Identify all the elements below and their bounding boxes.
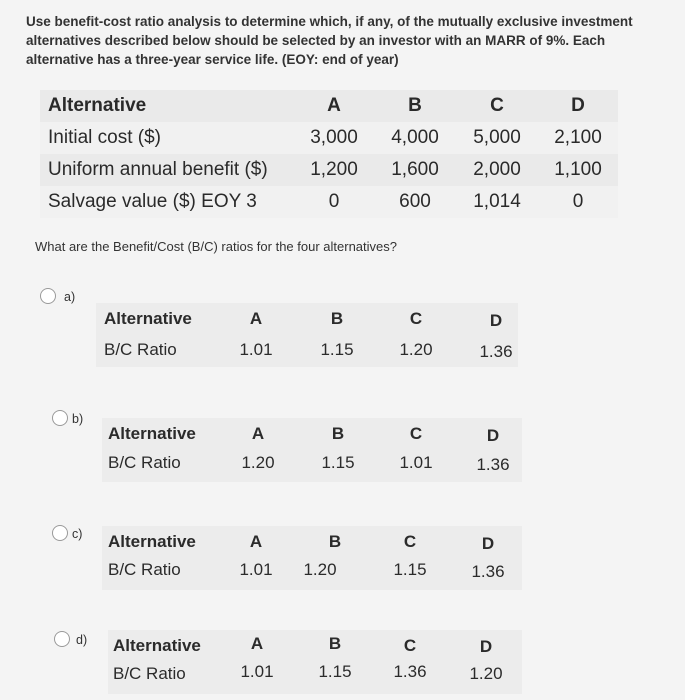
table-cell: 1,100 (538, 154, 618, 186)
table-row (40, 186, 618, 218)
option-d-header-cell: Alternative (113, 636, 201, 655)
option-a-radio[interactable] (40, 288, 56, 304)
option-b-cell: 1.01 (399, 453, 433, 472)
question-line-1: Use benefit-cost ratio analysis to determine which, if any, of the mutually exclusive investment (26, 14, 633, 29)
option-a-header-cell: Alternative (104, 309, 192, 328)
table-cell: 0 (294, 186, 374, 218)
option-b-header-cell: Alternative (108, 424, 196, 443)
option-a-header-cell: C (409, 309, 423, 328)
option-b-cell: 1.36 (476, 455, 510, 474)
question-text (26, 12, 666, 69)
option-a-header-cell: D (489, 311, 503, 330)
option-a-cell: 1.36 (479, 342, 513, 361)
table-cell: Initial cost ($) (40, 122, 294, 154)
option-b-header-cell: D (486, 426, 500, 445)
option-a-cell: 1.20 (399, 340, 433, 359)
option-b-header-cell: B (331, 424, 345, 443)
table-cell: 5,000 (456, 122, 538, 154)
option-d-header-cell: C (403, 636, 417, 655)
table-row (40, 122, 618, 154)
option-d-header-cell: D (479, 637, 493, 656)
option-b-cell: 1.20 (241, 453, 275, 472)
option-d-cell: 1.15 (318, 662, 352, 681)
table-header-cell: B (374, 90, 456, 122)
table-cell: 1,200 (294, 154, 374, 186)
question-line-2: alternatives described below should be selected by an investor with an MARR of 9%. Each (26, 33, 606, 48)
option-b-cell: 1.15 (321, 453, 355, 472)
option-a-cell: 1.15 (320, 340, 354, 359)
option-c-label: c) (72, 527, 83, 541)
option-c-cell: 1.36 (471, 562, 505, 581)
option-a-header-cell: B (330, 309, 344, 328)
option-c-header-cell: C (403, 532, 417, 551)
option-b-radio[interactable] (52, 410, 68, 426)
option-d-header-cell: A (250, 634, 264, 653)
option-a-cell: B/C Ratio (104, 340, 177, 359)
table-header-row (40, 90, 618, 122)
option-d-cell: 1.20 (469, 664, 503, 683)
option-c-cell: 1.01 (239, 560, 273, 579)
option-b-header-cell: C (409, 424, 423, 443)
option-c-cell: 1.20 (303, 560, 337, 579)
option-d-header-cell: B (328, 634, 342, 653)
table-cell: Salvage value ($) EOY 3 (40, 186, 294, 218)
option-c-cell: 1.15 (393, 560, 427, 579)
table-cell: 0 (538, 186, 618, 218)
option-c-cell: B/C Ratio (108, 560, 181, 579)
option-c-header-cell: Alternative (108, 532, 196, 551)
option-d-radio[interactable] (54, 631, 70, 647)
table-cell: 600 (374, 186, 456, 218)
option-c-header-cell: A (249, 532, 263, 551)
option-d-cell: 1.36 (393, 662, 427, 681)
sub-question: What are the Benefit/Cost (B/C) ratios for the four alternatives? (35, 239, 397, 254)
alternatives-table (40, 90, 618, 218)
table-header-cell: A (294, 90, 374, 122)
option-a-header-cell: A (249, 309, 263, 328)
option-d-label: d) (76, 633, 88, 647)
option-c-header-cell: D (481, 534, 495, 553)
table-cell: 1,014 (456, 186, 538, 218)
table-cell: 1,600 (374, 154, 456, 186)
option-b-header-cell: A (251, 424, 265, 443)
table-header-cell: Alternative (40, 90, 294, 122)
option-a-label: a) (64, 290, 76, 304)
table-row (40, 154, 618, 186)
question-line-3: alternative has a three-year service life. (EOY: end of year) (26, 52, 399, 67)
option-c-header-cell: B (328, 532, 342, 551)
option-c-radio[interactable] (52, 525, 68, 541)
table-cell: Uniform annual benefit ($) (40, 154, 294, 186)
table-cell: 4,000 (374, 122, 456, 154)
table-cell: 2,000 (456, 154, 538, 186)
table-header-cell: C (456, 90, 538, 122)
table-cell: 3,000 (294, 122, 374, 154)
option-b-label: b) (72, 412, 84, 426)
option-a-cell: 1.01 (239, 340, 273, 359)
table-cell: 2,100 (538, 122, 618, 154)
option-d-cell: B/C Ratio (113, 664, 186, 683)
option-d-cell: 1.01 (240, 662, 274, 681)
option-b-cell: B/C Ratio (108, 453, 181, 472)
table-header-cell: D (538, 90, 618, 122)
